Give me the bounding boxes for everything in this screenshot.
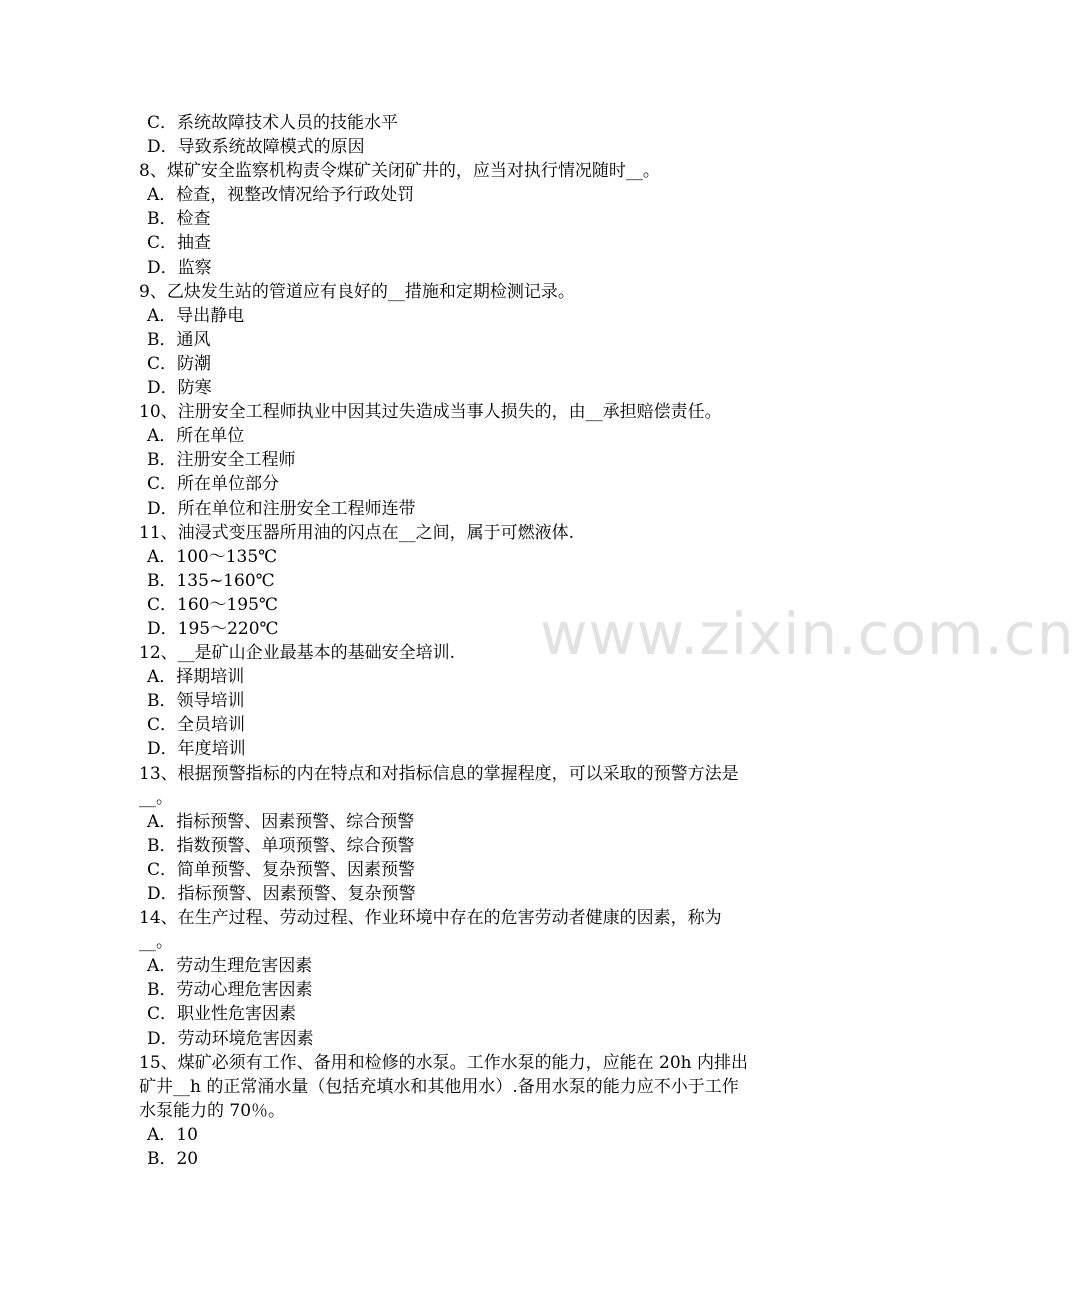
answer-option: C．所在单位部分 — [147, 474, 280, 495]
question-text: __。 — [139, 932, 173, 953]
question-text: __。 — [139, 787, 173, 808]
answer-option: D．导致系统故障模式的原因 — [147, 137, 365, 158]
answer-option: D．防寒 — [147, 378, 212, 399]
answer-option: B．135~160℃ — [147, 570, 275, 591]
watermark: www.zixin.com.cn — [540, 600, 1075, 668]
question-text: 10、注册安全工程师执业中因其过失造成当事人损失的，由__承担赔偿责任。 — [139, 402, 722, 423]
answer-option: B．检查 — [147, 209, 211, 230]
answer-option: B．注册安全工程师 — [147, 450, 296, 471]
answer-option: B．指数预警、单项预警、综合预警 — [147, 835, 415, 856]
answer-option: A．劳动生理危害因素 — [147, 956, 313, 977]
answer-option: A．10 — [147, 1124, 198, 1145]
answer-option: D．年度培训 — [147, 739, 246, 760]
answer-option: A．100～135℃ — [147, 546, 278, 567]
answer-option: B．领导培训 — [147, 691, 245, 712]
answer-option: D．所在单位和注册安全工程师连带 — [147, 498, 416, 519]
question-text: 14、在生产过程、劳动过程、作业环境中存在的危害劳动者健康的因素，称为 — [139, 908, 722, 929]
question-text: 13、根据预警指标的内在特点和对指标信息的掌握程度，可以采取的预警方法是 — [139, 763, 739, 784]
answer-option: C．防潮 — [147, 353, 212, 374]
answer-option: C．职业性危害因素 — [147, 1004, 297, 1025]
question-text: 9、乙炔发生站的管道应有良好的__措施和定期检测记录。 — [139, 281, 575, 302]
answer-option: A．检查，视整改情况给予行政处罚 — [147, 185, 415, 206]
answer-option: A．导出静电 — [147, 305, 245, 326]
answer-option: B．劳动心理危害因素 — [147, 980, 313, 1001]
answer-option: B．20 — [147, 1149, 199, 1170]
question-text: 15、煤矿必须有工作、备用和检修的水泵。工作水泵的能力，应能在 20h 内排出 — [139, 1052, 749, 1073]
answer-option: C．全员培训 — [147, 715, 246, 736]
question-text: 11、油浸式变压器所用油的闪点在__之间，属于可燃液体. — [139, 522, 575, 543]
answer-option: D．监察 — [147, 257, 212, 278]
answer-option: C．简单预警、复杂预警、因素预警 — [147, 859, 416, 880]
question-text: 8、煤矿安全监察机构责令煤矿关闭矿井的，应当对执行情况随时__。 — [139, 161, 660, 182]
answer-option: C．抽查 — [147, 233, 212, 254]
answer-option: A．择期培训 — [147, 667, 245, 688]
answer-option: C．系统故障技术人员的技能水平 — [147, 113, 399, 133]
answer-option: D．指标预警、因素预警、复杂预警 — [147, 884, 416, 904]
answer-option: A．指标预警、因素预警、综合预警 — [147, 811, 415, 832]
answer-option: C．160～195℃ — [147, 594, 278, 615]
answer-option: A．所在单位 — [147, 426, 245, 447]
question-text: 矿井__h 的正常涌水量（包括充填水和其他用水）.备用水泵的能力应不小于工作 — [139, 1076, 739, 1097]
question-text: 12、__是矿山企业最基本的基础安全培训. — [139, 643, 456, 664]
answer-option: B．通风 — [147, 329, 211, 350]
answer-option: D．195～220℃ — [147, 618, 279, 639]
answer-option: D．劳动环境危害因素 — [147, 1028, 314, 1049]
question-text: 水泵能力的 70％。 — [139, 1100, 286, 1121]
